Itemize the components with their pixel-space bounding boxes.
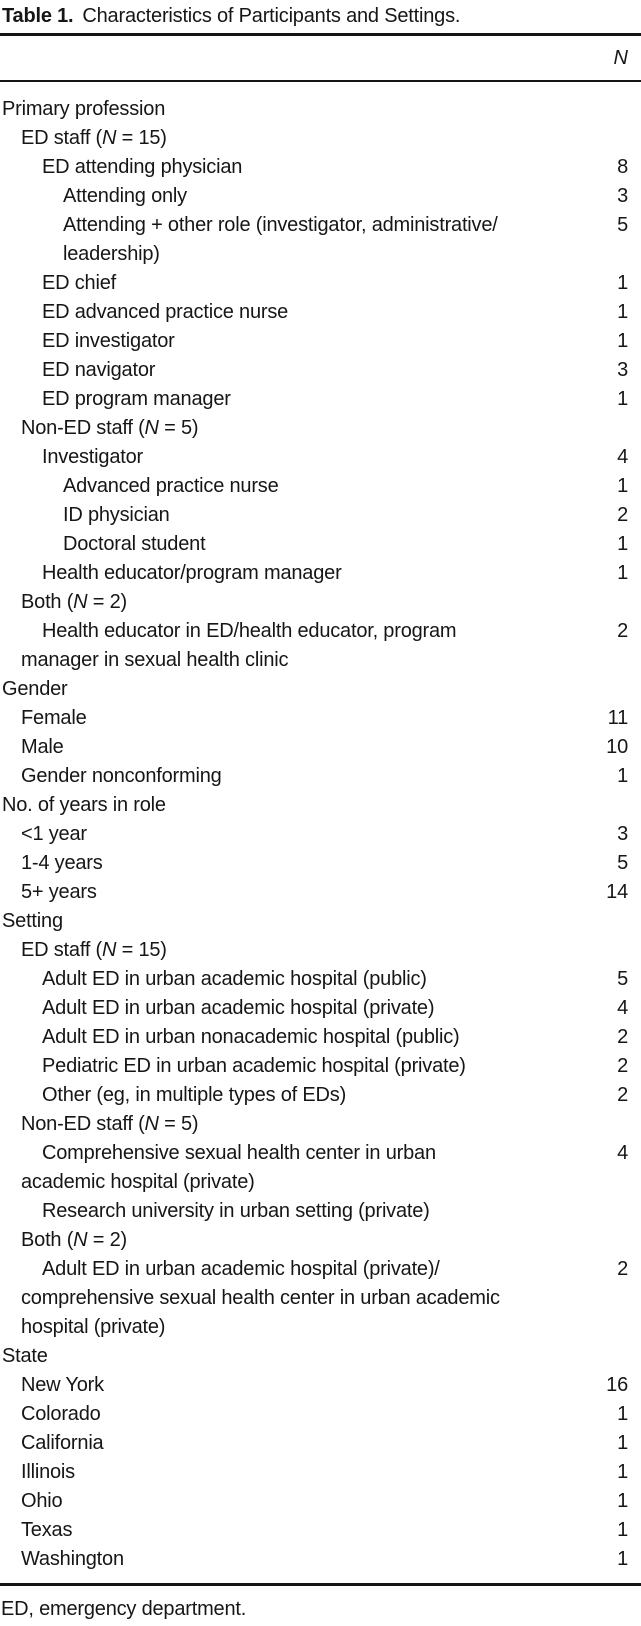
table-row — [0, 1458, 641, 1487]
table-row — [0, 327, 641, 356]
table-caption: Characteristics of Participants and Settings. — [82, 5, 461, 27]
row-label: ED attending physician — [42, 156, 243, 178]
row-value: 1 — [617, 388, 628, 410]
table-row — [0, 1545, 641, 1574]
table-row — [0, 1313, 641, 1342]
row-label: ED staff (N = 15) — [21, 939, 167, 961]
row-value: 5 — [617, 968, 628, 990]
table-number-label: Table 1. — [2, 5, 74, 27]
row-label: Gender — [2, 678, 68, 700]
row-value: 4 — [617, 1142, 628, 1164]
table-row — [0, 1429, 641, 1458]
table-row — [0, 704, 641, 733]
row-label: 5+ years — [21, 881, 97, 903]
table-row — [0, 269, 641, 298]
row-label: ED navigator — [42, 359, 156, 381]
row-label: Both (N = 2) — [21, 1229, 127, 1251]
row-label: Health educator/program manager — [42, 562, 342, 584]
row-label: academic hospital (private) — [21, 1171, 255, 1193]
table-row — [0, 936, 641, 965]
table-row — [0, 472, 641, 501]
row-value: 4 — [617, 997, 628, 1019]
row-label: Adult ED in urban nonacademic hospital (public) — [42, 1026, 460, 1048]
row-label: Ohio — [21, 1490, 63, 1512]
table-row — [0, 1255, 641, 1284]
row-label: Female — [21, 707, 87, 729]
row-value: 2 — [617, 1055, 628, 1077]
table-row — [0, 907, 641, 936]
table-row — [0, 1516, 641, 1545]
row-label: Investigator — [42, 446, 143, 468]
table-row — [0, 298, 641, 327]
row-label: Non-ED staff (N = 5) — [21, 417, 199, 439]
row-value: 1 — [617, 475, 628, 497]
table-row — [0, 588, 641, 617]
table-row — [0, 617, 641, 646]
row-value: 1 — [617, 765, 628, 787]
table-row — [0, 965, 641, 994]
row-label: <1 year — [21, 823, 87, 845]
row-label: Male — [21, 736, 64, 758]
row-label: ED investigator — [42, 330, 175, 352]
row-value: 5 — [617, 852, 628, 874]
table-row — [0, 501, 641, 530]
table-row — [0, 1081, 641, 1110]
row-label: Research university in urban setting (private) — [42, 1200, 430, 1222]
row-label: Primary profession — [2, 98, 166, 120]
row-value: 3 — [617, 185, 628, 207]
row-label: manager in sexual health clinic — [21, 649, 289, 671]
table-row — [0, 762, 641, 791]
row-label: hospital (private) — [21, 1316, 166, 1338]
row-label: Adult ED in urban academic hospital (public) — [42, 968, 427, 990]
row-label: ED advanced practice nurse — [42, 301, 289, 323]
row-value: 1 — [617, 1519, 628, 1541]
row-label: Colorado — [21, 1403, 101, 1425]
row-label: New York — [21, 1374, 104, 1396]
table-row — [0, 820, 641, 849]
table-row — [0, 646, 641, 675]
table-row — [0, 1023, 641, 1052]
row-label: Texas — [21, 1519, 73, 1541]
table-row — [0, 1197, 641, 1226]
row-label: comprehensive sexual health center in urban academic — [21, 1287, 500, 1309]
row-label: Gender nonconforming — [21, 765, 222, 787]
row-label: Attending only — [63, 185, 187, 207]
row-value: 16 — [606, 1374, 628, 1396]
table-row — [0, 1342, 641, 1371]
row-value: 3 — [617, 823, 628, 845]
table-row — [0, 385, 641, 414]
row-label: Washington — [21, 1548, 124, 1570]
table-row — [0, 530, 641, 559]
table-body — [0, 82, 641, 1583]
table-row — [0, 1400, 641, 1429]
table-footnote: ED, emergency department. — [1, 1598, 247, 1620]
row-label: Adult ED in urban academic hospital (private)/ — [42, 1258, 440, 1280]
table-row — [0, 1226, 641, 1255]
table-row — [0, 443, 641, 472]
table-row — [0, 1139, 641, 1168]
row-value: 1 — [617, 1432, 628, 1454]
table-row — [0, 1168, 641, 1197]
row-label: Both (N = 2) — [21, 591, 127, 613]
row-value: 2 — [617, 1026, 628, 1048]
row-label: ID physician — [63, 504, 170, 526]
row-label: Doctoral student — [63, 533, 206, 555]
table-row — [0, 733, 641, 762]
row-value: 11 — [607, 707, 628, 729]
row-label: Attending + other role (investigator, administrative/ — [63, 214, 498, 236]
row-value: 1 — [617, 1403, 628, 1425]
row-value: 1 — [617, 301, 628, 323]
row-label: Pediatric ED in urban academic hospital (private) — [42, 1055, 466, 1077]
row-value: 10 — [606, 736, 628, 758]
table-row — [0, 849, 641, 878]
row-value: 1 — [617, 272, 628, 294]
row-value: 2 — [617, 1258, 628, 1280]
table-row — [0, 153, 641, 182]
row-value: 1 — [617, 1461, 628, 1483]
row-value: 14 — [606, 881, 628, 903]
row-value: 2 — [617, 620, 628, 642]
row-value: 1 — [617, 1548, 628, 1570]
row-value: 1 — [617, 330, 628, 352]
table-row — [0, 95, 641, 124]
row-label: ED chief — [42, 272, 116, 294]
row-value: 1 — [617, 1490, 628, 1512]
table-row — [0, 878, 641, 907]
row-label: California — [21, 1432, 104, 1454]
row-label: Adult ED in urban academic hospital (private) — [42, 997, 435, 1019]
table-row — [0, 1284, 641, 1313]
table-row — [0, 791, 641, 820]
row-label: No. of years in role — [2, 794, 166, 816]
table-row — [0, 240, 641, 269]
row-label: Comprehensive sexual health center in urban — [42, 1142, 436, 1164]
table-row — [0, 675, 641, 704]
table-title — [0, 0, 641, 29]
table-row — [0, 124, 641, 153]
table-row — [0, 1110, 641, 1139]
row-value: 1 — [617, 533, 628, 555]
row-label: ED program manager — [42, 388, 231, 410]
table-row — [0, 1487, 641, 1516]
row-value: 1 — [617, 562, 628, 584]
table-row — [0, 1052, 641, 1081]
row-label: leadership) — [63, 243, 160, 265]
row-value: 4 — [617, 446, 628, 468]
row-label: Illinois — [21, 1461, 75, 1483]
table-row — [0, 356, 641, 385]
row-value: 5 — [617, 214, 628, 236]
row-label: ED staff (N = 15) — [21, 127, 167, 149]
table-row — [0, 211, 641, 240]
row-label: Health educator in ED/health educator, program — [42, 620, 457, 642]
n-column-header: N — [613, 46, 628, 69]
row-value: 8 — [617, 156, 628, 178]
row-label: State — [2, 1345, 48, 1367]
column-header-row — [0, 36, 641, 80]
row-value: 2 — [617, 1084, 628, 1106]
row-label: Advanced practice nurse — [63, 475, 279, 497]
table-row — [0, 414, 641, 443]
row-label: 1-4 years — [21, 852, 103, 874]
row-label: Non-ED staff (N = 5) — [21, 1113, 199, 1135]
table-row — [0, 1371, 641, 1400]
table-row — [0, 994, 641, 1023]
row-value: 3 — [617, 359, 628, 381]
row-label: Other (eg, in multiple types of EDs) — [42, 1084, 347, 1106]
row-label: Setting — [2, 910, 63, 932]
table-row — [0, 182, 641, 211]
table-row — [0, 559, 641, 588]
row-value: 2 — [617, 504, 628, 526]
